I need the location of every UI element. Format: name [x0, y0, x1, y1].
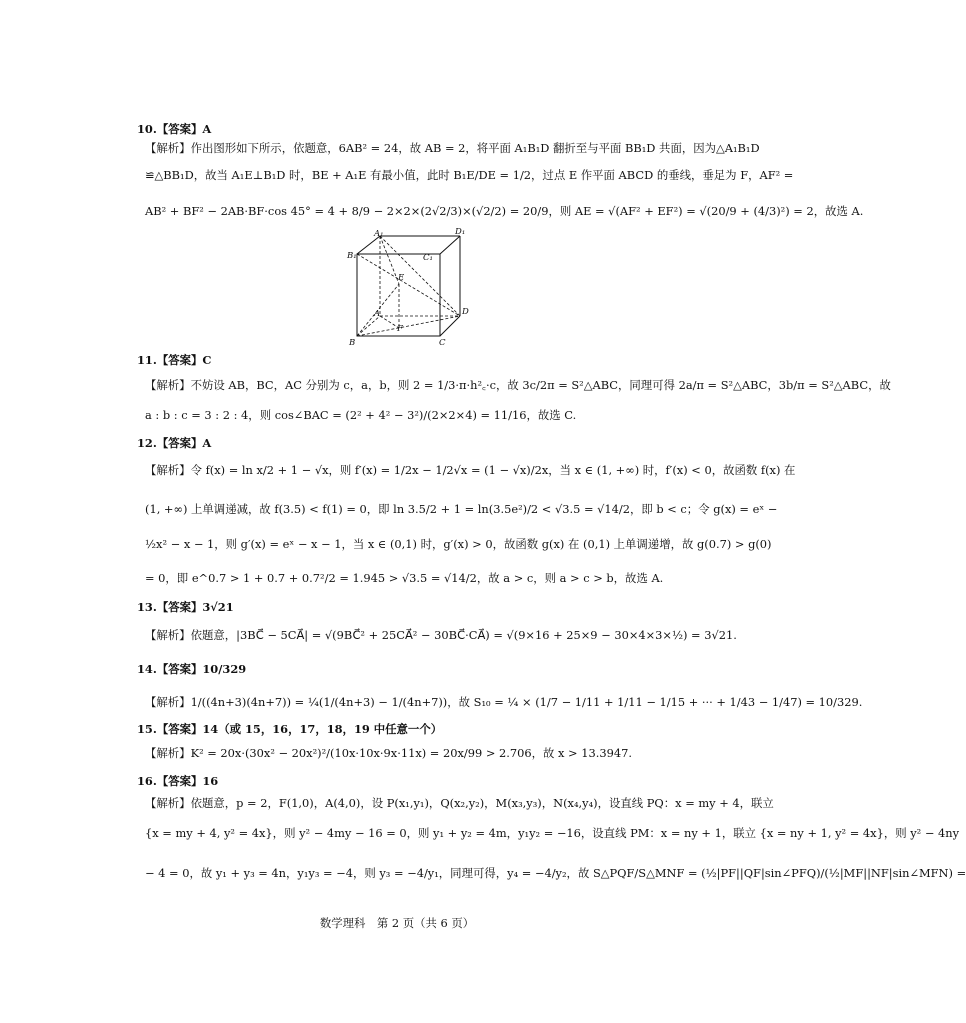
q10-line-3: AB² + BF² − 2AB·BF·cos 45° = 4 + 8/9 − 2×2×(2√2/3)×(√2/2) = 20/9，则 AE = √(AF² + EF²) = √(20/9 + (4/3)²) = 2，故选 A. — [145, 204, 864, 218]
q15-line-1: 【解析】K² = 20x·(30x² − 20x²)²/(10x·10x·9x·11x) = 20x/99 > 2.706，故 x > 13.3947. — [145, 746, 632, 760]
q15-answer: 15.【答案】14（或 15，16，17，18，19 中任意一个） — [137, 722, 443, 736]
label-D1: D₁ — [455, 227, 466, 237]
q12-line-3: ½x² − x − 1，则 g′(x) = eˣ − x − 1，当 x ∈ (0,1) 时，g′(x) > 0，故函数 g(x) 在 (0,1) 上单调递增，故 g(0.7) > g(0) — [145, 537, 772, 551]
q12-line-2: (1, +∞) 上单调递减，故 f(3.5) < f(1) = 0，即 ln 3.5/2 + 1 = ln(3.5e²)/2 < √3.5 = √14/2，即 b < c；令 g(x) = eˣ − — [145, 502, 778, 516]
label-D: D — [462, 307, 469, 317]
label-A1: A₁ — [374, 229, 384, 239]
q16-line-1: 【解析】依题意，p = 2，F(1,0)，A(4,0)，设 P(x₁,y₁)，Q(x₂,y₂)，M(x₃,y₃)，N(x₄,y₄)，设直线 PQ：x = my + 4，联立 — [145, 796, 774, 810]
q12-answer: 12.【答案】A — [137, 436, 212, 450]
q13-answer: 13.【答案】3√21 — [137, 600, 234, 614]
q16-line-2: {x = my + 4, y² = 4x}，则 y² − 4my − 16 = 0，则 y₁ + y₂ = 4m，y₁y₂ = −16，设直线 PM：x = ny + 1，联立 {x = ny + 1, y² = 4x}，则 y² − 4ny — [145, 826, 960, 840]
q11-line-2: a : b : c = 3 : 2 : 4，则 cos∠BAC = (2² + 4² − 3²)/(2×2×4) = 11/16，故选 C. — [145, 408, 577, 422]
q13-line-1: 【解析】依题意，|3BC⃗ − 5CA⃗| = √(9BC⃗² + 25CA⃗² − 30BC⃗·CA⃗) = √(9×16 + 25×9 − 30×4×3×½) = 3√21. — [145, 628, 737, 642]
label-B1: B₁ — [347, 251, 357, 261]
label-F: F — [397, 324, 403, 334]
label-E: E — [398, 273, 405, 283]
q11-answer: 11.【答案】C — [137, 353, 212, 367]
q12-line-4: = 0，即 e^0.7 > 1 + 0.7 + 0.7²/2 = 1.945 > √3.5 = √14/2，故 a > c，则 a > c > b，故选 A. — [145, 571, 664, 585]
label-C1: C₁ — [423, 253, 433, 263]
q12-line-1: 【解析】令 f(x) = ln x/2 + 1 − √x，则 f′(x) = 1/2x − 1/2√x = (1 − √x)/2x，当 x ∈ (1, +∞) 时，f′(x) < 0，故函数 f(x) 在 — [145, 463, 796, 477]
q11-line-1: 【解析】不妨设 AB，BC，AC 分别为 c，a，b，则 2 = 1/3·π·h²꜀·c，故 3c/2π = S²△ABC，同理可得 2a/π = S²△ABC，3b/π = S²△ABC，故 — [145, 378, 891, 392]
label-A: A — [374, 309, 381, 319]
q16-answer: 16.【答案】16 — [137, 774, 219, 788]
page-footer: 数学理科 第 2 页（共 6 页） — [319, 916, 475, 930]
q14-answer: 14.【答案】10/329 — [137, 662, 247, 676]
q10-answer: 10.【答案】A — [137, 122, 212, 136]
q16-line-3: − 4 = 0，故 y₁ + y₃ = 4n，y₁y₃ = −4，则 y₃ = −4/y₁，同理可得，y₄ = −4/y₂，故 S△PQF/S△MNF = (½|PF||QF|sin∠PFQ)/(½|MF||NF|sin∠MFN) = — [145, 866, 966, 880]
label-C: C — [439, 338, 446, 348]
q14-line-1: 【解析】1/((4n+3)(4n+7)) = ¼(1/(4n+3) − 1/(4n+7))，故 S₁₀ = ¼ × (1/7 − 1/11 + 1/11 − 1/15 + ··· + 1/43 − 1/47) = 10/329. — [145, 695, 863, 709]
q10-line-1: 【解析】作出图形如下所示，依题意，6AB² = 24，故 AB = 2，将平面 A₁B₁D 翻折至与平面 BB₁D 共面，因为△A₁B₁D — [145, 141, 760, 155]
label-B: B — [349, 338, 356, 348]
cube-figure — [345, 227, 470, 348]
q10-line-2: ≌△BB₁D，故当 A₁E⊥B₁D 时，BE + A₁E 有最小值，此时 B₁E/DE = 1/2，过点 E 作平面 ABCD 的垂线，垂足为 F，AF² = — [145, 168, 794, 182]
